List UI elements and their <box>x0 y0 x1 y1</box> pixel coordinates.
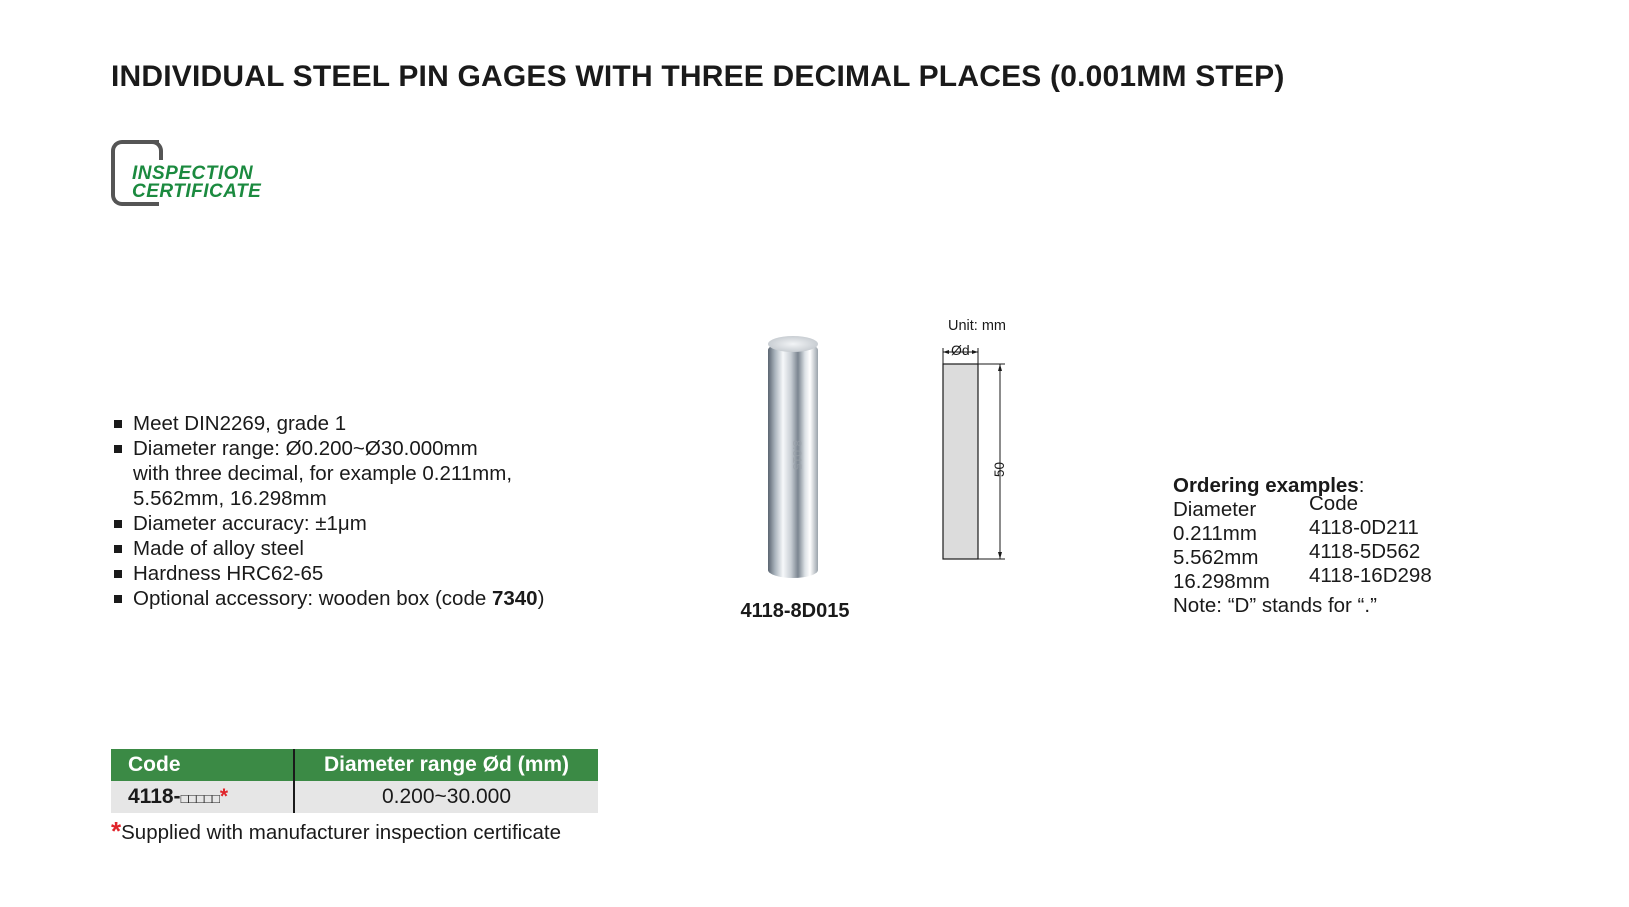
length-label: 50 <box>992 461 1008 478</box>
accessory-code: 7340 <box>491 587 538 610</box>
feature-item <box>113 586 544 611</box>
arrow-left <box>943 350 949 354</box>
bullet-icon <box>114 545 122 553</box>
feature-item <box>113 511 544 536</box>
logo-line-2: CERTIFICATE <box>132 181 262 202</box>
arrow-top <box>998 364 1002 371</box>
bullet-icon <box>114 445 122 453</box>
arrow-bottom <box>998 552 1002 559</box>
bullet-icon <box>114 420 122 428</box>
example-code: 4118-0D211 <box>1309 516 1419 539</box>
asterisk-mark: * <box>219 785 229 808</box>
example-diameter: 0.211mm <box>1173 522 1257 545</box>
feature-text-continued: 5.562mm, 16.298mm <box>133 487 327 510</box>
feature-item <box>113 411 544 436</box>
footnote-text: Supplied with manufacturer inspection certificate <box>121 821 561 844</box>
spec-table <box>111 749 598 813</box>
pin-profile <box>943 364 978 559</box>
footnote <box>111 816 561 847</box>
footnote-asterisk: * <box>111 816 122 846</box>
feature-text-continued: with three decimal, for example 0.211mm, <box>133 462 513 485</box>
table-header-row <box>111 749 598 781</box>
ordering-note: Note: “D” stands for “.” <box>1173 594 1377 617</box>
feature-item <box>113 561 544 586</box>
pin-engraving: 8.015 <box>790 440 804 471</box>
inspection-certificate-logo <box>111 140 306 206</box>
cell-code <box>111 781 294 813</box>
example-code: 4118-5D562 <box>1309 540 1421 563</box>
bullet-icon <box>114 520 122 528</box>
header-diameter-range: Diameter range Ød (mm) <box>294 749 598 781</box>
code-placeholder-boxes: □□□□□ <box>180 791 220 806</box>
example-diameter: 5.562mm <box>1173 546 1259 569</box>
ordering-examples <box>1173 474 1469 618</box>
col-diameter-label: Diameter <box>1173 498 1257 521</box>
feature-text: Meet DIN2269, grade 1 <box>133 412 347 435</box>
feature-item <box>113 436 544 511</box>
header-code: Code <box>111 749 294 781</box>
feature-text: Made of alloy steel <box>133 537 304 560</box>
code-prefix: 4118- <box>128 785 181 808</box>
bullet-icon <box>114 595 122 603</box>
feature-text-suffix: ) <box>537 587 545 610</box>
table-row <box>111 781 598 813</box>
ordering-grid <box>1173 492 1469 594</box>
feature-text: Hardness HRC62-65 <box>133 562 324 585</box>
cell-range: 0.200~30.000 <box>294 781 598 813</box>
unit-label: Unit: mm <box>948 318 1006 334</box>
pin-gage-top <box>768 336 818 352</box>
bullet-icon <box>114 570 122 578</box>
feature-text: Optional accessory: wooden box (code <box>133 587 492 610</box>
ordering-heading: Ordering examples <box>1173 474 1359 497</box>
feature-text: Diameter accuracy: ±1μm <box>133 512 367 535</box>
feature-list <box>113 411 544 611</box>
logo-bracket-top <box>129 140 163 160</box>
diameter-label: Ød <box>951 342 970 358</box>
example-diameter: 16.298mm <box>1173 570 1270 593</box>
product-caption: 4118-8D015 <box>740 600 850 622</box>
example-code: 4118-16D298 <box>1309 564 1432 587</box>
ordering-heading-colon: : <box>1358 474 1365 497</box>
arrow-right <box>972 350 978 354</box>
logo-line-1: INSPECTION <box>132 163 254 184</box>
feature-item <box>113 536 544 561</box>
page-title: INDIVIDUAL STEEL PIN GAGES WITH THREE DECIMAL PLACES (0.001MM STEP) <box>111 60 1285 93</box>
col-code-label: Code <box>1309 492 1359 515</box>
feature-text: Diameter range: Ø0.200~Ø30.000mm <box>133 437 478 460</box>
